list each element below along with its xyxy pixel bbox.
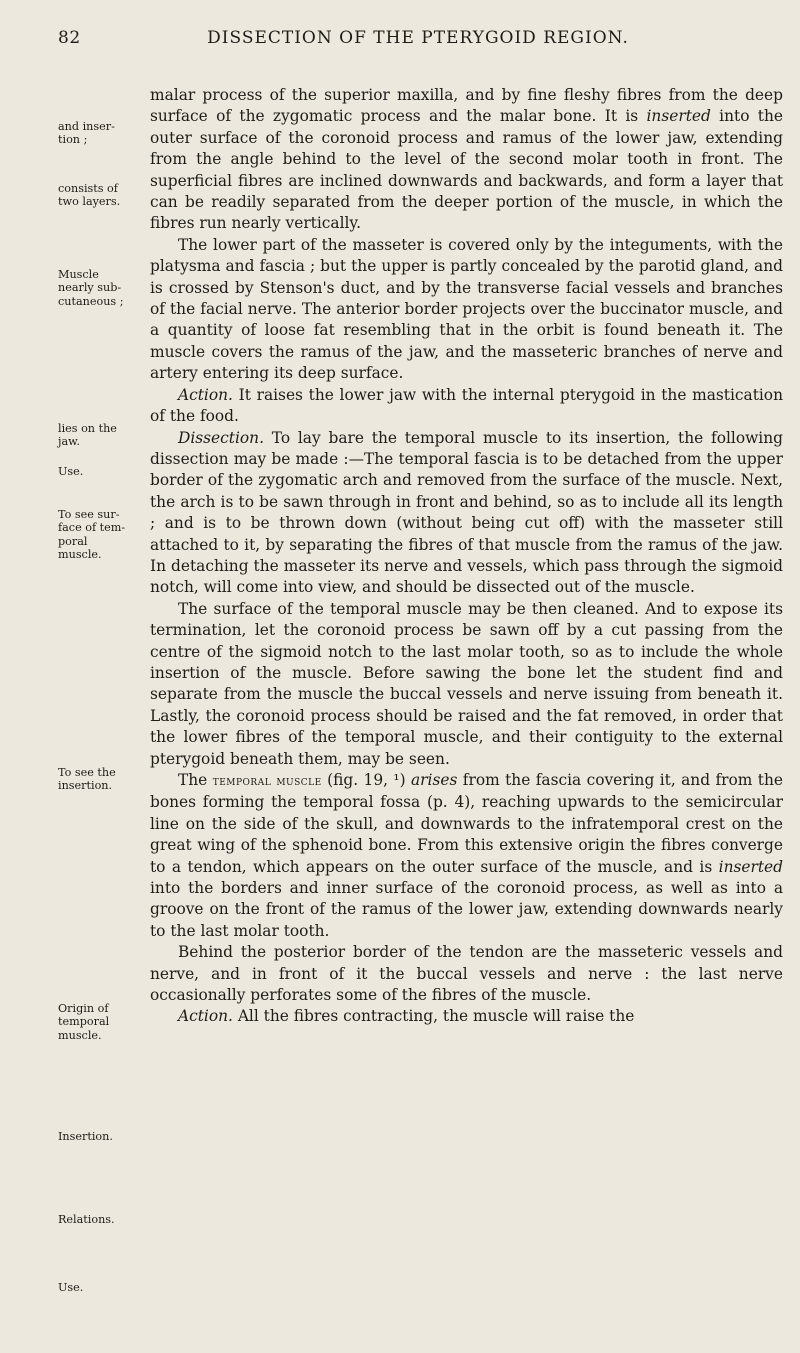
- margin-note: To see sur- face of tem- poral muscle.: [58, 508, 126, 562]
- text-run: It raises the lower jaw with the internal pterygoid in the mastication of the food.: [150, 385, 783, 426]
- emphasis: arises: [411, 771, 458, 789]
- emphasis: Action.: [178, 385, 233, 404]
- emphasis: Dissection.: [178, 428, 264, 447]
- text-run: The: [178, 771, 213, 789]
- margin-note: lies on the jaw.: [58, 422, 117, 449]
- margin-note: consists of two layers.: [58, 182, 121, 209]
- text-run: into the borders and inner surface of the coronoid process, as well as into a groove on the front of the ramus of the lower jaw, extending downwards nearly to the last molar tooth.: [150, 879, 783, 940]
- paragraph: [150, 428, 783, 599]
- text-run: All the fibres contracting, the muscle will raise the: [232, 1007, 635, 1026]
- paragraph: The surface of the temporal muscle may be then cleaned. And to expose its termination, let the coronoid process be sawn off by a cut passing from the centre of the sigmoid notch to the last molar tooth, so as to include the whole insertion of the muscle. Before sawing the bone let the student find and separate from the muscle the buccal vessels and nerve issuing from beneath it. Lastly, the coronoid process should be raised and the fat removed, in order that the lower fibres of the temporal muscle, and their contiguity to the external pterygoid beneath them, may be seen.: [150, 599, 783, 768]
- margin-note: Insertion.: [58, 1130, 113, 1143]
- emphasis: inserted: [718, 857, 783, 876]
- text-run: (fig. 19, ¹): [321, 771, 411, 789]
- margin-note: Muscle nearly sub- cutaneous ;: [58, 268, 124, 308]
- running-head: DISSECTION OF THE PTERYGOID REGION.: [207, 28, 629, 48]
- text-run: into the outer surface of the coronoid process and ramus of the lower jaw, extending from the angle behind to the level of the second molar tooth in front. The superficial fibres are inclined downwards and backwards, and form a layer that can be readily separated from the deeper portion of the muscle, in which the fibres run nearly vertically.: [150, 107, 783, 233]
- margin-note: Relations.: [58, 1213, 115, 1226]
- paragraph: Behind the posterior border of the tendon are the masseteric vessels and nerve, and in front of it the buccal vessels and nerve : the last nerve occasionally perforates some of the fibres of the muscle.: [150, 943, 783, 1005]
- body-text: [150, 85, 783, 1028]
- text-run: malar process of the superior maxilla, and by fine fleshy fibres from the deep surface of the zygomatic process and the malar bone. It is: [150, 86, 783, 126]
- paragraph: [150, 770, 783, 942]
- emphasis: Action.: [178, 1007, 233, 1026]
- margin-note: To see the insertion.: [58, 766, 116, 793]
- paragraph: [150, 85, 783, 235]
- small-caps-term: temporal muscle: [212, 774, 322, 789]
- text-run: from the fascia covering it, and from the bones forming the temporal fossa (p. 4), reaching upwards to the semicircular line on the side of the skull, and downwards to the infratemporal crest on the great wing of the sphenoid bone. From this extensive origin the fibres converge to a tendon, which appears on the outer surface of the muscle, and is: [150, 771, 783, 876]
- margin-note: Origin of temporal muscle.: [58, 1002, 110, 1042]
- margin-note: Use.: [58, 1281, 84, 1294]
- emphasis: inserted: [646, 107, 711, 126]
- margin-note: and inser- tion ;: [58, 120, 115, 147]
- margin-note: Use.: [58, 465, 84, 478]
- page-header: [58, 28, 778, 52]
- paragraph: The lower part of the masseter is covered only by the integuments, with the platysma and fascia ; but the upper is partly concealed by the parotid gland, and is crossed by Stenson's duct, and by the transverse facial vessels and branches of the facial nerve. The anterior border projects over the buccinator muscle, and a quantity of loose fat resembling that in the orbit is found beneath it. The muscle covers the ramus of the jaw, and the masseteric branches of nerve and artery entering its deep surface.: [150, 235, 783, 383]
- page-number: 82: [58, 28, 81, 48]
- paragraph: [150, 385, 783, 428]
- paragraph: [150, 1006, 783, 1027]
- text-run: To lay bare the temporal muscle to its insertion, the following dissection may be made :—The temporal fascia is to be detached from the upper border of the zygomatic arch and removed from the surface of the muscle. Next, the arch is to be sawn through in front and behind, so as to include all its length ; and is to be thrown down (without being cut off) with the masseter still attached to it, by separating the fibres of that muscle from the ramus of the jaw. In detaching the masseter its nerve and vessels, which pass through the sigmoid notch, will come into view, and should be dissected out of the muscle.: [150, 428, 783, 597]
